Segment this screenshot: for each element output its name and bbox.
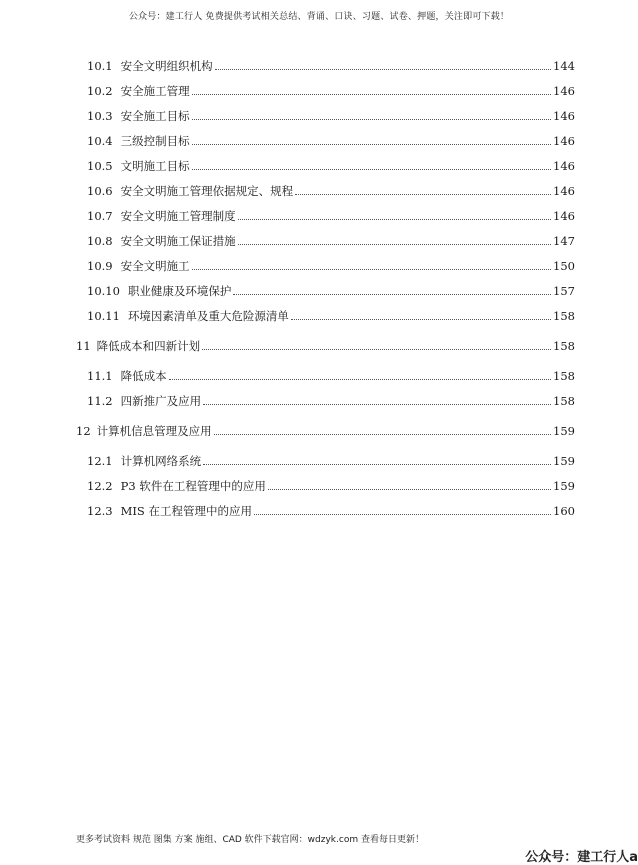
toc-page: 150 — [553, 259, 575, 273]
toc-leader — [215, 69, 551, 70]
toc-page: 146 — [553, 209, 575, 223]
toc-page: 157 — [553, 284, 575, 298]
toc-title: 安全文明施工保证措施 — [120, 234, 236, 248]
toc-entry[interactable] — [87, 390, 575, 408]
page-header: 公众号：建工行人 免费提供考试相关总结、背诵、口诀、习题、试卷、押题，关注即可下载！ — [128, 12, 510, 22]
toc-number: 12 — [76, 424, 91, 438]
toc-title: 安全文明施工管理依据规定、规程 — [120, 184, 294, 198]
toc-title: 计算机信息管理及应用 — [96, 424, 212, 438]
toc-entry[interactable] — [87, 255, 575, 273]
toc-entry[interactable] — [87, 180, 575, 198]
toc-number: 10.5 — [87, 159, 113, 173]
toc-entry[interactable] — [87, 475, 575, 493]
toc-number: 10.9 — [87, 259, 113, 273]
toc-entry[interactable] — [87, 130, 575, 148]
toc-leader — [192, 144, 551, 145]
toc-leader — [295, 194, 551, 195]
toc-title: 文明施工目标 — [120, 159, 190, 173]
toc-page: 159 — [553, 424, 575, 438]
toc-title: 安全文明组织机构 — [120, 59, 213, 73]
toc-leader — [238, 244, 551, 245]
toc-entry[interactable] — [87, 280, 575, 298]
toc-leader — [291, 319, 551, 320]
toc-chapter-entry[interactable] — [76, 420, 575, 438]
toc-title: P3 软件在工程管理中的应用 — [120, 479, 266, 493]
toc-page: 146 — [553, 109, 575, 123]
toc-title: MIS 在工程管理中的应用 — [120, 504, 252, 518]
toc-leader — [203, 404, 551, 405]
toc-title: 降低成本和四新计划 — [96, 339, 201, 353]
toc-leader — [214, 434, 551, 435]
toc-page: 158 — [553, 339, 575, 353]
toc-leader — [238, 219, 551, 220]
toc-entry[interactable] — [87, 55, 575, 73]
toc-entry[interactable] — [87, 105, 575, 123]
toc-page: 158 — [553, 309, 575, 323]
toc-leader — [268, 489, 551, 490]
toc-leader — [202, 349, 551, 350]
toc-chapter-entry[interactable] — [76, 335, 575, 353]
toc-title: 计算机网络系统 — [120, 454, 202, 468]
toc-entry[interactable] — [87, 500, 575, 518]
toc-leader — [192, 94, 551, 95]
toc-leader — [169, 379, 551, 380]
toc-title: 安全文明施工 — [120, 259, 190, 273]
toc-title: 安全施工管理 — [120, 84, 190, 98]
toc-leader — [254, 514, 551, 515]
toc-page: 147 — [553, 234, 575, 248]
toc-title: 环境因素清单及重大危险源清单 — [127, 309, 289, 323]
toc-number: 10.6 — [87, 184, 113, 198]
toc-entry[interactable] — [87, 230, 575, 248]
toc-page: 146 — [553, 184, 575, 198]
toc-number: 10.2 — [87, 84, 113, 98]
toc-number: 11 — [76, 339, 91, 353]
toc-page: 158 — [553, 369, 575, 383]
toc-number: 12.3 — [87, 504, 113, 518]
page-footer: 更多考试资料 规范 图集 方案 施组、CAD 软件下载官网：wdzyk.com 查看每日更新！ — [76, 835, 424, 845]
toc-page: 146 — [553, 84, 575, 98]
toc-leader — [233, 294, 551, 295]
toc-number: 10.4 — [87, 134, 113, 148]
toc-number: 10.1 — [87, 59, 113, 73]
toc-leader — [192, 169, 551, 170]
toc-number: 10.7 — [87, 209, 113, 223]
toc-number: 11.2 — [87, 394, 113, 408]
toc-title: 三级控制目标 — [120, 134, 190, 148]
toc-number: 10.10 — [87, 284, 120, 298]
toc-leader — [192, 119, 551, 120]
toc-page: 158 — [553, 394, 575, 408]
toc-entry[interactable] — [87, 305, 575, 323]
toc-number: 12.1 — [87, 454, 113, 468]
toc-title: 降低成本 — [120, 369, 167, 383]
toc-entry[interactable] — [87, 80, 575, 98]
toc-number: 12.2 — [87, 479, 113, 493]
toc-page: 144 — [553, 59, 575, 73]
watermark-text: 公众号：建工行人a — [525, 850, 638, 865]
toc-number: 11.1 — [87, 369, 113, 383]
toc-number: 10.3 — [87, 109, 113, 123]
toc-entry[interactable] — [87, 450, 575, 468]
toc-leader — [192, 269, 551, 270]
toc-entry[interactable] — [87, 155, 575, 173]
toc-title: 安全施工目标 — [120, 109, 190, 123]
toc-page: 146 — [553, 159, 575, 173]
toc-title: 安全文明施工管理制度 — [120, 209, 236, 223]
toc-number: 10.8 — [87, 234, 113, 248]
toc-title: 四新推广及应用 — [120, 394, 202, 408]
toc-leader — [203, 464, 551, 465]
toc-number: 10.11 — [87, 309, 120, 323]
toc-page: 160 — [553, 504, 575, 518]
toc-page: 159 — [553, 454, 575, 468]
toc-entry[interactable] — [87, 205, 575, 223]
toc-entry[interactable] — [87, 365, 575, 383]
toc-title: 职业健康及环境保护 — [127, 284, 232, 298]
toc-page: 146 — [553, 134, 575, 148]
toc-page: 159 — [553, 479, 575, 493]
